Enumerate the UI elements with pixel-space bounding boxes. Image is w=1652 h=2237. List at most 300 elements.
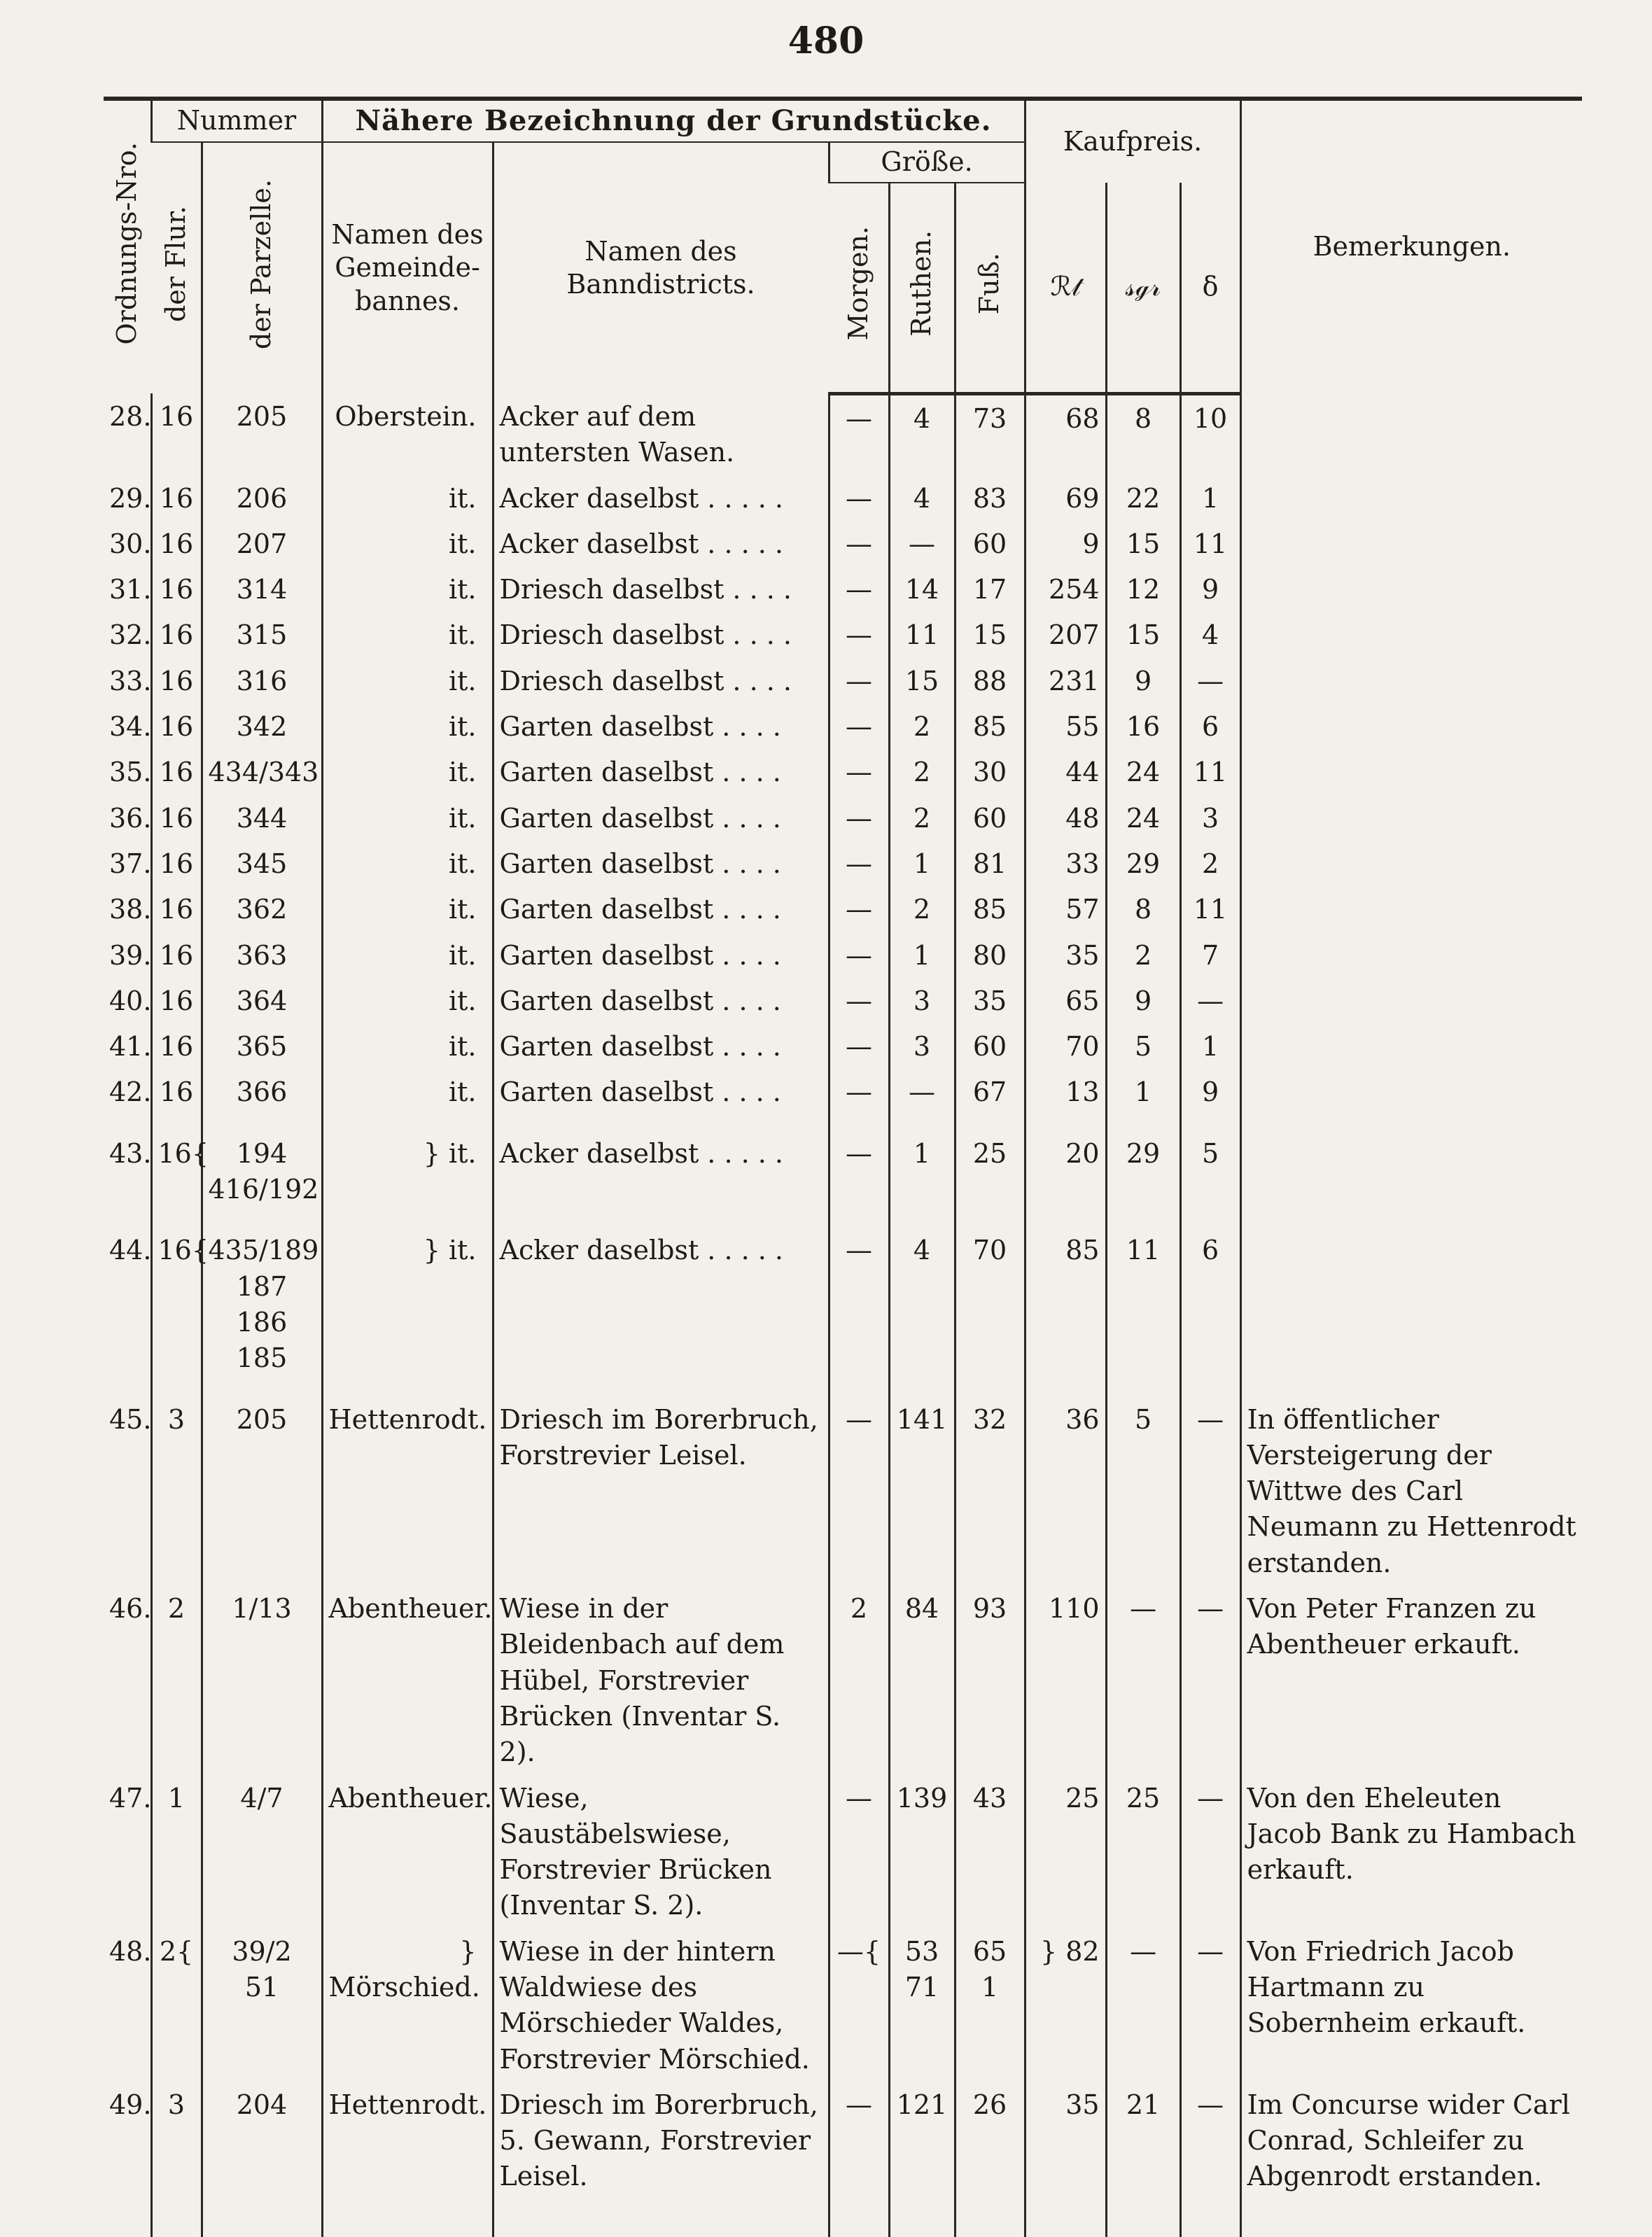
parzelle-cell: 434/343 [202,749,322,794]
silbergroschen-cell: 15 [1106,612,1180,657]
banndistrikt-cell: Driesch daselbst . . . . [493,612,829,657]
parzelle-cell: 4/7 [202,1775,322,1928]
pfennig-cell: 10 [1180,393,1240,475]
parzelle-cell: 344 [202,795,322,841]
fuss-cell: 60 [955,521,1025,566]
thaler-cell: 69 [1025,475,1106,521]
silbergroschen-cell: 24 [1106,795,1180,841]
parzelle-cell: 1/13 [202,1585,322,1774]
flur-cell: 2 [151,1585,202,1774]
banndistrikt-cell: Acker daselbst . . . . . [493,475,829,521]
banndistrikt-cell: Wiese in der Bleidenbach auf dem Hübel, Forstrevier Brücken (Inventar S. 2). [493,1585,829,1774]
banndistrikt-cell: Garten daselbst . . . . [493,841,829,886]
flur-cell: 16{ [151,1212,202,1380]
thaler-cell: 35 [1025,2082,1106,2237]
row-number: 33. [109,665,152,696]
thaler-cell: 36 [1025,1381,1106,1585]
bemerkung-cell [1240,1212,1582,1380]
table-row [104,521,1582,566]
thaler-cell: 44 [1025,749,1106,794]
bemerkung-cell [1240,475,1582,521]
fuss-cell: 85 [955,703,1025,749]
morgen-cell: — [829,566,889,612]
gemeindebann-cell: Abentheuer. [322,1775,493,1928]
morgen-cell: — [829,1069,889,1114]
table-row [104,749,1582,794]
silbergroschen-cell: 9 [1106,658,1180,703]
gemeindebann-cell: Abentheuer. [322,1585,493,1774]
pfennig-cell: 4 [1180,612,1240,657]
banndistrikt-cell: Driesch daselbst . . . . [493,658,829,703]
banndistrikt-cell: Acker daselbst . . . . . [493,1212,829,1380]
header-thaler: ℛ𝓉 [1025,183,1106,394]
parzelle-cell: 364 [202,978,322,1023]
table-row [104,1928,1582,2082]
fuss-cell: 67 [955,1069,1025,1114]
banndistrikt-cell: Garten daselbst . . . . [493,703,829,749]
fuss-cell: 81 [955,841,1025,886]
pfennig-cell: — [1180,978,1240,1023]
bemerkung-cell [1240,978,1582,1023]
row-number: 29. [109,482,152,514]
ruthen-cell: 1 [889,1115,955,1212]
pfennig-cell: 11 [1180,886,1240,932]
morgen-cell: — [829,932,889,978]
fuss-cell: 35 [955,978,1025,1023]
flur-cell: 16{ [151,1115,202,1212]
silbergroschen-cell: 8 [1106,886,1180,932]
table-row [104,1212,1582,1380]
banndistrikt-cell: Wiese in der hintern Waldwiese des Mörschieder Waldes, Forstrevier Mörschied. [493,1928,829,2082]
bemerkung-cell: Von Peter Franzen zu Abentheuer erkauft. [1240,1585,1582,1774]
silbergroschen-cell: 5 [1106,1381,1180,1585]
morgen-cell: — [829,658,889,703]
fuss-cell: 80 [955,932,1025,978]
parzelle-cell: 314 [202,566,322,612]
silbergroschen-cell: 21 [1106,2082,1180,2237]
fuss-cell: 83 [955,475,1025,521]
pfennig-cell: 5 [1180,1115,1240,1212]
ruthen-cell-line: 71 [904,1971,939,2003]
bemerkung-cell [1240,749,1582,794]
banndistrikt-cell: Garten daselbst . . . . [493,795,829,841]
parzelle-cell-line: 51 [244,1971,279,2003]
bemerkung-cell [1240,703,1582,749]
bemerkung-cell: Von den Eheleuten Jacob Bank zu Hambach erkauft. [1240,1775,1582,1928]
silbergroschen-cell: 25 [1106,1775,1180,1928]
ruthen-cell: 3 [889,1023,955,1069]
table-row [104,841,1582,886]
thaler-cell: 65 [1025,978,1106,1023]
banndistrikt-cell: Driesch im Borerbruch, Forstrevier Leisel. [493,1381,829,1585]
thaler-cell: 70 [1025,1023,1106,1069]
table-row [104,1775,1582,1928]
pfennig-cell: 3 [1180,795,1240,841]
row-number: 44. [109,1235,152,1266]
ruthen-cell: 121 [889,2082,955,2237]
bemerkung-cell: Im Concurse wider Carl Conrad, Schleifer zu Abgenrodt erstanden. [1240,2082,1582,2237]
flur-cell: 16 [151,703,202,749]
bemerkung-cell [1240,658,1582,703]
fuss-cell-line: 65 [972,1935,1007,1967]
pfennig-cell: 7 [1180,932,1240,978]
silbergroschen-cell: 16 [1106,703,1180,749]
parzelle-cell [202,1928,322,2082]
gemeindebann-cell: it. [322,886,493,932]
header-nummer: Nummer [151,99,322,142]
banndistrikt-cell: Garten daselbst . . . . [493,978,829,1023]
gemeindebann-cell: it. [322,749,493,794]
table-row [104,932,1582,978]
header-silbergroschen: 𝓈ℊ𝓇 [1106,183,1180,394]
pfennig-cell: 2 [1180,841,1240,886]
thaler-cell: 57 [1025,886,1106,932]
banndistrikt-cell: Wiese, Saustäbelswiese, Forstrevier Brücken (Inventar S. 2). [493,1775,829,1928]
silbergroschen-cell: 5 [1106,1023,1180,1069]
ruthen-cell: — [889,521,955,566]
fuss-cell: 25 [955,1115,1025,1212]
ruthen-cell: 1 [889,841,955,886]
header-kaufpreis: Kaufpreis. [1025,99,1240,183]
parzelle-cell: 206 [202,475,322,521]
pfennig-cell: — [1180,1928,1240,2082]
header-banndistrikt: Namen des Banndistricts. [493,142,829,393]
silbergroschen-cell: 12 [1106,566,1180,612]
flur-cell: 16 [151,1023,202,1069]
morgen-cell: — [829,612,889,657]
row-number: 40. [109,985,152,1016]
header-pfennig: δ [1180,183,1240,394]
flur-cell: 16 [151,475,202,521]
banndistrikt-cell: Garten daselbst . . . . [493,1023,829,1069]
parzelle-cell: 365 [202,1023,322,1069]
table-row [104,393,1582,475]
morgen-cell: — [829,841,889,886]
row-number: 45. [109,1403,152,1435]
bemerkung-cell [1240,393,1582,475]
thaler-cell: 110 [1025,1585,1106,1774]
morgen-cell: —{ [829,1928,889,2082]
thaler-cell: 20 [1025,1115,1106,1212]
silbergroschen-cell: 1 [1106,1069,1180,1114]
gemeindebann-cell: it. [322,841,493,886]
banndistrikt-cell: Garten daselbst . . . . [493,1069,829,1114]
silbergroschen-cell: 2 [1106,932,1180,978]
banndistrikt-cell: Driesch im Borerbruch, 5. Gewann, Forstrevier Leisel. [493,2082,829,2237]
morgen-cell: — [829,521,889,566]
flur-cell: 2{ [151,1928,202,2082]
silbergroschen-cell: 11 [1106,1212,1180,1380]
table-row [104,1115,1582,1212]
table-row [104,566,1582,612]
pfennig-cell: — [1180,1585,1240,1774]
fuss-cell: 26 [955,2082,1025,2237]
table-row [104,475,1582,521]
banndistrikt-cell: Garten daselbst . . . . [493,749,829,794]
morgen-cell: — [829,749,889,794]
banndistrikt-cell: Acker daselbst . . . . . [493,1115,829,1212]
morgen-cell: — [829,393,889,475]
parzelle-cell: 315 [202,612,322,657]
silbergroschen-cell: 15 [1106,521,1180,566]
gemeindebann-cell: it. [322,566,493,612]
pfennig-cell: 6 [1180,1212,1240,1380]
bemerkung-cell [1240,795,1582,841]
thaler-cell: 48 [1025,795,1106,841]
pfennig-cell: — [1180,2082,1240,2237]
gemeindebann-cell: it. [322,795,493,841]
gemeindebann-cell: it. [322,521,493,566]
morgen-cell: — [829,1381,889,1585]
table-body [104,393,1582,2237]
ruthen-cell: 15 [889,658,955,703]
flur-cell: 16 [151,658,202,703]
thaler-cell: 85 [1025,1212,1106,1380]
thaler-cell: 25 [1025,1775,1106,1928]
parzelle-cell: 363 [202,932,322,978]
ruthen-cell: 2 [889,749,955,794]
table-row [104,612,1582,657]
banndistrikt-cell: Acker daselbst . . . . . [493,521,829,566]
row-number: 35. [109,757,152,788]
fuss-cell: 32 [955,1381,1025,1585]
bemerkung-cell [1240,1115,1582,1212]
gemeindebann-cell: Oberstein. [322,393,493,475]
gemeindebann-cell: it. [322,932,493,978]
parzelle-cell [202,1212,322,1380]
bemerkung-cell [1240,521,1582,566]
bemerkung-cell: In öffentlicher Versteigerung der Wittwe des Carl Neumann zu Hettenrodt erstanden. [1240,1381,1582,1585]
row-number: 43. [109,1137,152,1169]
gemeindebann-cell: Hettenrodt. [322,1381,493,1585]
row-number: 38. [109,894,152,925]
parzelle-cell: 205 [202,393,322,475]
flur-cell: 16 [151,1069,202,1114]
row-number: 32. [109,619,152,651]
table-row [104,703,1582,749]
row-number: 34. [109,711,152,743]
silbergroschen-cell: 29 [1106,1115,1180,1212]
thaler-cell: 13 [1025,1069,1106,1114]
ruthen-cell: 14 [889,566,955,612]
gemeindebann-cell: } it. [322,1212,493,1380]
parzelle-cell-line: 416/192 [208,1174,319,1205]
fuss-cell [955,1928,1025,2082]
header-parzelle: der Parzelle. [202,142,322,393]
ruthen-cell: 139 [889,1775,955,1928]
fuss-cell: 60 [955,1023,1025,1069]
pfennig-cell: 6 [1180,703,1240,749]
thaler-cell: 9 [1025,521,1106,566]
flur-cell: 16 [151,841,202,886]
table-container [104,97,1582,2237]
fuss-cell-line: 1 [981,1971,999,2003]
thaler-cell: 254 [1025,566,1106,612]
flur-cell: 16 [151,932,202,978]
ruthen-cell: 3 [889,978,955,1023]
silbergroschen-cell: 24 [1106,749,1180,794]
pfennig-cell: — [1180,658,1240,703]
banndistrikt-cell: Acker auf dem untersten Wasen. [493,393,829,475]
thaler-cell: 207 [1025,612,1106,657]
parzelle-cell: 205 [202,1381,322,1585]
table-header [104,99,1582,393]
pfennig-cell: — [1180,1381,1240,1585]
row-number: 49. [109,2089,152,2120]
thaler-cell: } 82 [1025,1928,1106,2082]
row-number: 31. [109,574,152,605]
silbergroschen-cell: 9 [1106,978,1180,1023]
parzelle-cell-line: 435/189 [208,1235,319,1266]
ruthen-cell: 1 [889,932,955,978]
header-ordnungs-nro: Ordnungs-Nro. [104,99,151,393]
morgen-cell: 2 [829,1585,889,1774]
parzelle-cell: 345 [202,841,322,886]
gemeindebann-cell: it. [322,1069,493,1114]
ruthen-cell: 2 [889,886,955,932]
table-row [104,1381,1582,1585]
parzelle-cell: 362 [202,886,322,932]
header-groesse: Größe. [829,142,1025,183]
parzelle-cell-line: 187 [236,1270,288,1302]
parzelle-cell [202,1115,322,1212]
pfennig-cell: 11 [1180,521,1240,566]
header-naehere-bezeichnung: Nähere Bezeichnung der Grundstücke. [322,99,1025,142]
flur-cell: 16 [151,978,202,1023]
table-row [104,886,1582,932]
header-ruthen: Ruthen. [889,183,955,394]
gemeindebann-cell: Hettenrodt. [322,2082,493,2237]
row-number: 36. [109,802,152,834]
parzelle-cell-line: 185 [236,1342,288,1374]
flur-cell: 1 [151,1775,202,1928]
thaler-cell: 33 [1025,841,1106,886]
row-number: 28. [109,401,152,432]
header-gemeindebann: Namen des Gemeinde- bannes. [322,142,493,393]
row-number: 42. [109,1077,152,1108]
ruthen-cell: 141 [889,1381,955,1585]
bemerkung-cell: Von Friedrich Jacob Hartmann zu Sobernheim erkauft. [1240,1928,1582,2082]
silbergroschen-cell: 29 [1106,841,1180,886]
ruthen-cell: 11 [889,612,955,657]
ruthen-cell: 4 [889,393,955,475]
parzelle-cell: 204 [202,2082,322,2237]
ruthen-cell [889,1928,955,2082]
row-number: 41. [109,1031,152,1063]
fuss-cell: 85 [955,886,1025,932]
row-number: 37. [109,848,152,879]
parzelle-cell-line: 194 [236,1137,288,1169]
ruthen-cell: 84 [889,1585,955,1774]
thaler-cell: 68 [1025,393,1106,475]
fuss-cell: 17 [955,566,1025,612]
pfennig-cell: 11 [1180,749,1240,794]
banndistrikt-cell: Driesch daselbst . . . . [493,566,829,612]
gemeindebann-cell: it. [322,612,493,657]
gemeindebann-cell: it. [322,978,493,1023]
parzelle-cell: 316 [202,658,322,703]
row-number: 39. [109,939,152,971]
morgen-cell: — [829,1212,889,1380]
parzelle-cell: 207 [202,521,322,566]
table-row [104,2082,1582,2237]
flur-cell: 3 [151,1381,202,1585]
gemeindebann-cell: } Mörschied. [322,1928,493,2082]
parzelle-cell: 366 [202,1069,322,1114]
fuss-cell: 70 [955,1212,1025,1380]
flur-cell: 16 [151,749,202,794]
fuss-cell: 73 [955,393,1025,475]
pfennig-cell: 9 [1180,1069,1240,1114]
parzelle-cell: 342 [202,703,322,749]
bemerkung-cell [1240,1023,1582,1069]
ruthen-cell: 4 [889,475,955,521]
fuss-cell: 60 [955,795,1025,841]
thaler-cell: 55 [1025,703,1106,749]
flur-cell: 16 [151,795,202,841]
silbergroschen-cell: 22 [1106,475,1180,521]
header-bemerkungen: Bemerkungen. [1240,99,1582,393]
ruthen-cell: 2 [889,795,955,841]
page-number: 480 [788,20,864,62]
thaler-cell: 231 [1025,658,1106,703]
morgen-cell: — [829,475,889,521]
morgen-cell: — [829,703,889,749]
silbergroschen-cell: — [1106,1928,1180,2082]
gemeindebann-cell: } it. [322,1115,493,1212]
gemeindebann-cell: it. [322,703,493,749]
gemeindebann-cell: it. [322,658,493,703]
bemerkung-cell [1240,1069,1582,1114]
gemeindebann-cell: it. [322,475,493,521]
ruthen-cell: 4 [889,1212,955,1380]
gemeindebann-cell: it. [322,1023,493,1069]
fuss-cell: 15 [955,612,1025,657]
bemerkung-cell [1240,612,1582,657]
ruthen-cell: — [889,1069,955,1114]
fuss-cell: 88 [955,658,1025,703]
fuss-cell: 43 [955,1775,1025,1928]
row-number: 47. [109,1782,152,1814]
thaler-cell: 35 [1025,932,1106,978]
morgen-cell: — [829,886,889,932]
flur-cell: 16 [151,612,202,657]
bemerkung-cell [1240,841,1582,886]
silbergroschen-cell: — [1106,1585,1180,1774]
header-flur: der Flur. [160,206,191,323]
table-row [104,658,1582,703]
table-row [104,978,1582,1023]
bemerkung-cell [1240,566,1582,612]
flur-cell: 16 [151,886,202,932]
morgen-cell: — [829,978,889,1023]
ruthen-cell: 2 [889,703,955,749]
fuss-cell: 30 [955,749,1025,794]
parzelle-cell-line: 39/2 [232,1935,292,1967]
table-row [104,1585,1582,1774]
flur-cell: 16 [151,566,202,612]
flur-cell: 16 [151,521,202,566]
pfennig-cell: — [1180,1775,1240,1928]
header-fuss: Fuß. [955,183,1025,394]
flur-cell: 3 [151,2082,202,2237]
row-number: 48. [109,1935,152,1967]
silbergroschen-cell: 8 [1106,393,1180,475]
header-morgen: Morgen. [829,183,889,394]
fuss-cell: 93 [955,1585,1025,1774]
pfennig-cell: 1 [1180,1023,1240,1069]
morgen-cell: — [829,1023,889,1069]
